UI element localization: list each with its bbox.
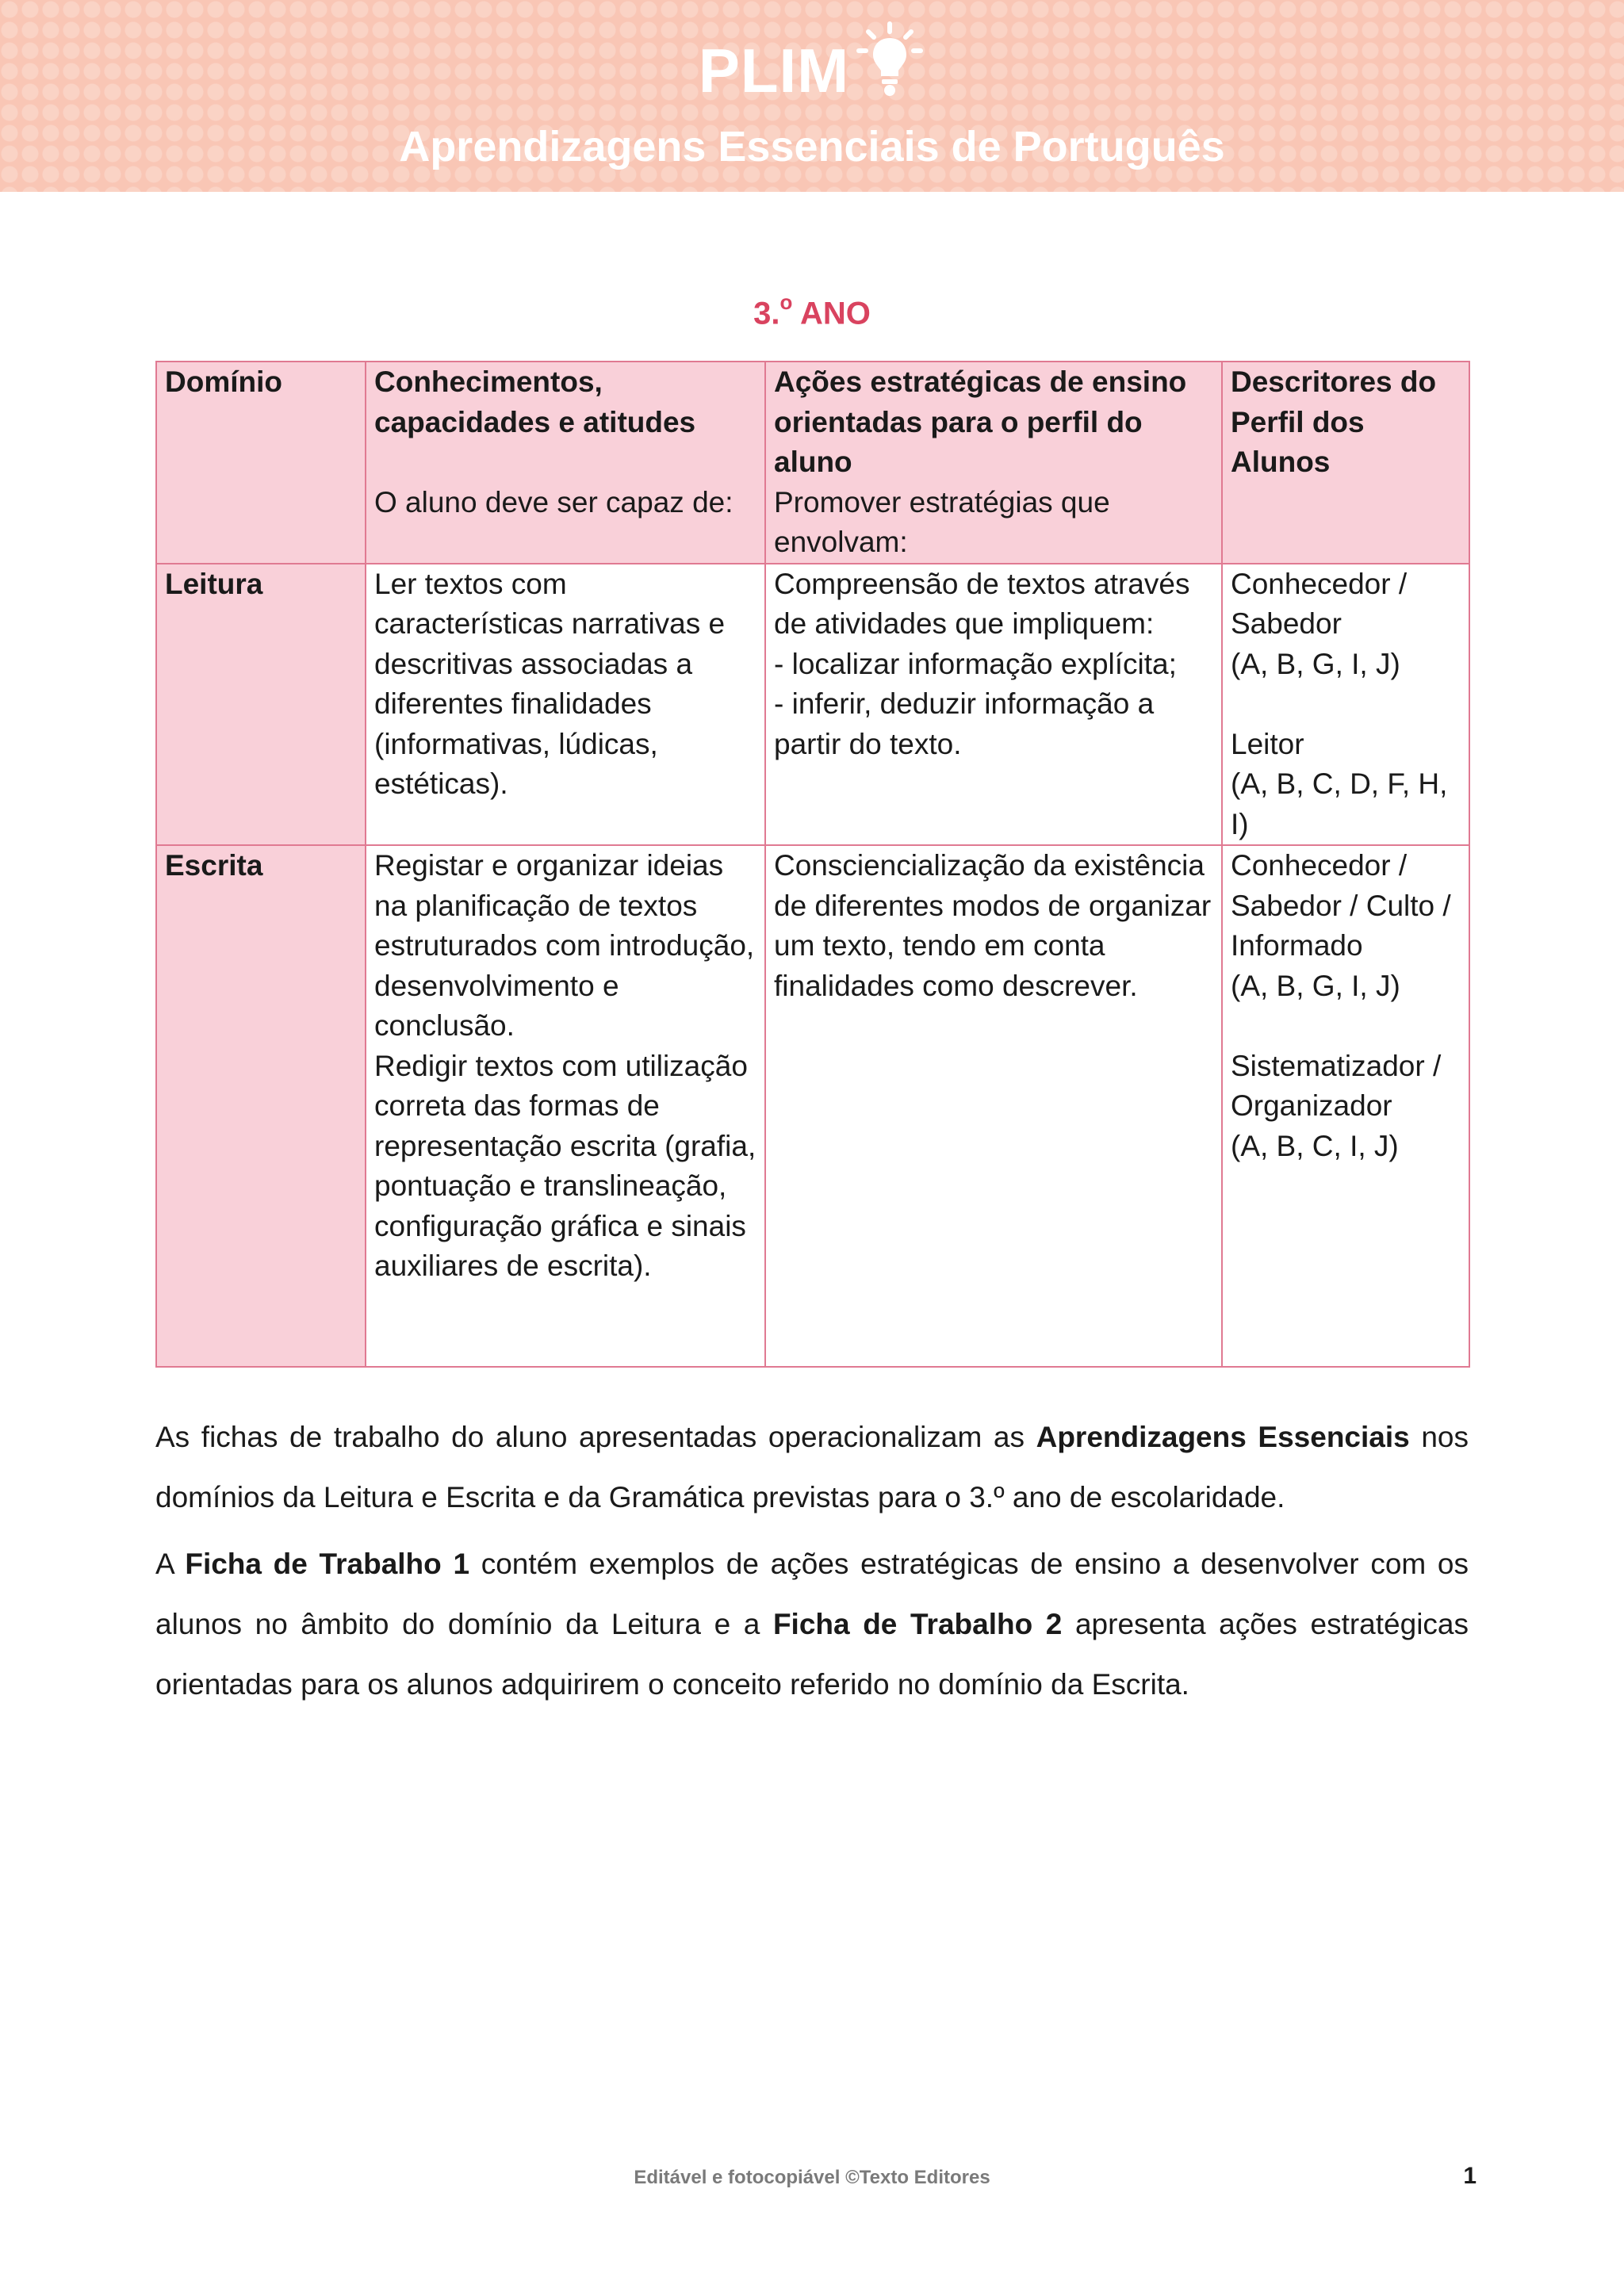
p2-after: apresenta ações estratégicas orientadas para os alunos adquirirem o conceito referido no domínio da Escrita. — [155, 1608, 1469, 1701]
p2-before: A — [155, 1548, 186, 1580]
lightbulb-icon — [854, 21, 925, 100]
row-dominio: Escrita — [156, 845, 366, 1367]
spacer — [374, 442, 756, 483]
row-dominio: Leitura — [156, 564, 366, 846]
acao-line: Compreensão de textos através de atividades que impliquem: — [774, 567, 1190, 640]
row-conhecimentos — [366, 845, 765, 1367]
header-banner — [0, 0, 1624, 192]
grade-number: 3. — [753, 296, 780, 331]
table-header-row — [156, 362, 1469, 564]
page-number: 1 — [1463, 2163, 1477, 2189]
paragraph-intro — [155, 1407, 1469, 1528]
learning-table — [155, 361, 1470, 1368]
p2-bold1: Ficha de Trabalho 1 — [185, 1548, 470, 1580]
descritor-name: Conhecedor / Sabedor — [1231, 567, 1408, 640]
table-row — [156, 845, 1469, 1367]
header-conhecimentos-title: Conhecimentos, capacidades e atitudes — [374, 365, 696, 438]
p1-before: As fichas de trabalho do aluno apresentadas operacionalizam as — [155, 1421, 1036, 1453]
row-acoes — [765, 564, 1222, 846]
footer-copyright: Editável e fotocopiável ©Texto Editores — [634, 2167, 990, 2188]
spacer — [1231, 1006, 1461, 1047]
table-row — [156, 564, 1469, 846]
grade-ordinal: o — [779, 290, 793, 314]
descritor-name: Sistematizador / Organizador — [1231, 1049, 1442, 1122]
page-title — [0, 281, 1624, 337]
header-acoes-sub: Promover estratégias que envolvam: — [774, 485, 1110, 558]
header-dominio: Domínio — [156, 362, 366, 564]
header-acoes — [765, 362, 1222, 564]
descritor-name: Leitor — [1231, 727, 1304, 760]
row-conhecimentos: Ler textos com características narrativas e descritivas associadas a diferentes finalidades (informativas, lúdicas, estéticas). — [366, 564, 765, 846]
p2-bold2: Ficha de Trabalho 2 — [772, 1608, 1063, 1640]
p2-middle: contém exemplos de ações estratégicas de ensino a desenvolver com os alunos no âmbito do domínio da Leitura e a — [155, 1548, 1469, 1640]
acao-line: - inferir, deduzir informação a partir do texto. — [774, 687, 1155, 760]
header-subtitle: Aprendizagens Essenciais de Português — [399, 123, 1225, 170]
spacer — [1231, 684, 1461, 725]
row-descritores — [1222, 845, 1469, 1367]
paragraph-fichas — [155, 1534, 1469, 1715]
header-conhecimentos — [366, 362, 765, 564]
brand-name: PLIM — [698, 36, 850, 105]
acao-line: - localizar informação explícita; — [774, 647, 1177, 680]
header-acoes-title: Ações estratégicas de ensino orientadas para o perfil do aluno — [774, 365, 1187, 478]
grade-label: ANO — [800, 296, 871, 331]
p1-after: nos domínios da Leitura e Escrita e da Gramática previstas para o 3.º ano de escolaridade. — [155, 1421, 1469, 1513]
brand — [0, 35, 1624, 106]
row-acoes: Consciencialização da existência de diferentes modos de organizar um texto, tendo em conta finalidades como descrever. — [765, 845, 1222, 1367]
p1-bold: Aprendizagens Essenciais — [1036, 1421, 1410, 1453]
descritor-codes: (A, B, G, I, J) — [1231, 647, 1400, 680]
conhecimento-item: Redigir textos com utilização correta das formas de representação escrita (grafia, pontuação e translineação, configuração gráfica e sinais auxiliares de escrita). — [374, 1049, 756, 1282]
descritor-codes: (A, B, C, D, F, H, I) — [1231, 767, 1448, 840]
descritor-codes: (A, B, G, I, J) — [1231, 969, 1400, 1002]
descritor-codes: (A, B, C, I, J) — [1231, 1129, 1399, 1162]
header-descritores: Descritores do Perfil dos Alunos — [1222, 362, 1469, 564]
conhecimento-item: Registar e organizar ideias na planificação de textos estruturados com introdução, desenvolvimento e conclusão. — [374, 849, 755, 1042]
row-descritores — [1222, 564, 1469, 846]
descritor-name: Conhecedor / Sabedor / Culto / Informado — [1231, 849, 1451, 962]
header-conhecimentos-sub: O aluno deve ser capaz de: — [374, 485, 733, 519]
